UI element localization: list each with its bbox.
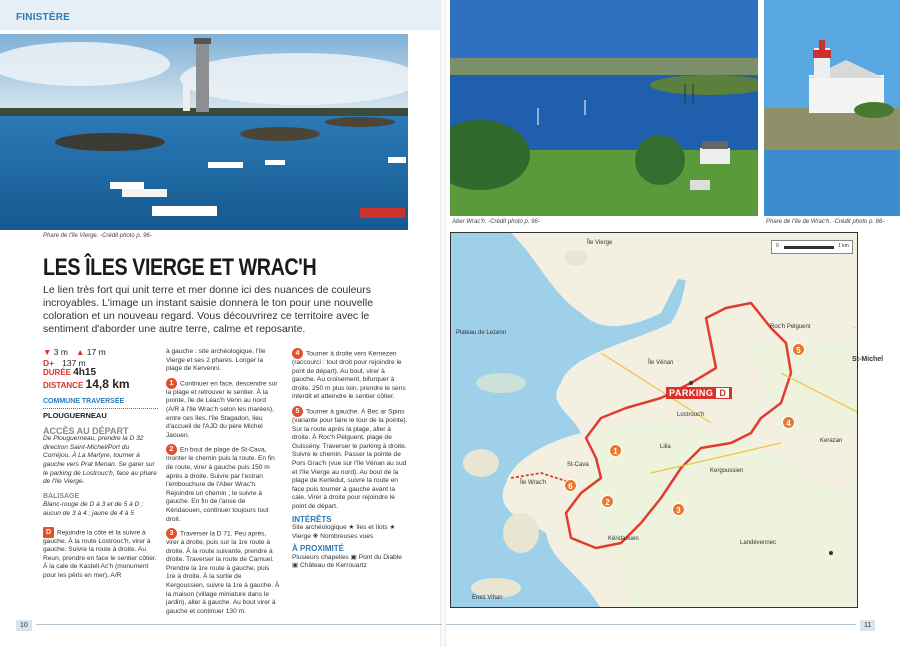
page-gutter — [440, 0, 446, 647]
dplus-label: D+ — [43, 357, 55, 368]
distance-label: DISTANCE — [43, 380, 84, 390]
map-label: Kéridaouen — [608, 536, 639, 542]
info-column — [43, 348, 158, 584]
photo-caption-phare: Phare de l'île de Wrac'h. -Crédit photo p. 86- — [766, 219, 885, 225]
step-4-text: Tourner à droite vers Kernezen (raccourci : tout droit pour rejoindre le pont de départ). Au bout, virer à gauche. Au croisement, bifurquer à droite. 250 m plus loin, prendre le sens interdit et atteindre le sentier côtier. — [292, 350, 406, 401]
steps-column-2 — [292, 348, 408, 571]
proximite-text: Plusieurs chapelles ▣ Pont du Diable ▣ Château de Kerrouartz — [292, 553, 402, 570]
duree-label: DURÉE — [43, 368, 72, 378]
step-d-text: Rejoindre la côte et la suivre à gauche. À la route Lostrouc'h, virer à gauche. Suivre la route à droite. Au Reun, prendre en face le sentier côtier. À la cale de Kastell Ac'h (monument pour les péris en mer), A/R — [43, 528, 157, 579]
map-step-4: 4 — [782, 416, 795, 429]
dplus-stat — [43, 359, 158, 368]
step-d-continued: à gauche : site archéologique, l'île Vierge et ses 2 phares. Longer la plage de Kervenni. — [166, 348, 266, 373]
step-1 — [166, 378, 280, 441]
commune-heading: COMMUNE TRAVERSÉE — [43, 398, 158, 409]
map-label: Landévennec — [740, 540, 777, 546]
map-label: Île Wrac'h — [520, 480, 547, 486]
altitude-high: 17 m — [86, 347, 106, 357]
step-3-badge: 3 — [166, 528, 177, 539]
intro-text: Le lien très fort qui unit terre et mer donne ici des nuances de couleurs incroyables. L'image un instant saisie donnera le ton pour une nouvelle coloration et un nouveau regard. Vous découvrirez ce territoire avec le sentiment d'aborder une autre terre, calme et reposante. — [43, 284, 374, 335]
acces-heading: ACCÈS AU DÉPART — [43, 425, 129, 436]
commune-value: PLOUGUERNEAU — [43, 410, 107, 420]
step-1-text: Continuer en face, descendre sur la plage et retrouver le sentier. À la pointe, île de Léac'h Venn au nord (A/R à l'île Wrac'h selon les marées), entre ces îles, l'île Stagadon, lieu d'accueil de l'AJD du père Michel Jaouen. — [166, 380, 278, 439]
altitude-stats — [43, 348, 158, 357]
map-scale: 0 1 km — [771, 240, 853, 254]
map-label: Lilia — [660, 444, 671, 450]
map-label: Roc'h Pelguent — [770, 324, 811, 330]
distance-stat — [43, 376, 158, 391]
footer-line — [446, 624, 856, 625]
region-label: FINISTÈRE — [16, 12, 71, 23]
map-label: Enez Vihan — [472, 595, 503, 601]
page-number-right: 11 — [860, 620, 875, 631]
map-label: St-Michel — [852, 356, 884, 363]
map-label: Lostrouc'h — [677, 412, 705, 418]
page-title: LES ÎLES VIERGE ET WRAC'H — [43, 254, 317, 281]
map-step-6: 6 — [564, 479, 577, 492]
step-d — [43, 527, 158, 581]
photo-caption-aber: Aber Wrac'h. -Crédit photo p. 96- — [452, 219, 540, 225]
photo-phare-wrach — [764, 0, 900, 216]
interets-heading: INTÉRÊTS — [292, 514, 332, 524]
photo-caption-left: Phare de l'île Vierge. -Crédit photo p. 96- — [43, 233, 152, 239]
footer-line — [36, 624, 442, 625]
proximite-heading: À PROXIMITÉ — [292, 544, 345, 554]
step-3-text: Traverser la D 71. Peu après, virer à droite, puis sur la 1re route à droite. À la route suivante, prendre à droite. Traverser la route de Carnuel. Prendre la 1re route à gauche, puis 1re à droite. À la sortie de Kergoussien, suivre la 1re à gauche. À la maison (village miniature dans le jardin), aller à gauche. Au bout virer à gauche et continuer 130 m. — [166, 530, 280, 615]
map-label: Kergoussien — [710, 468, 744, 474]
step-2-badge: 2 — [166, 444, 177, 455]
photo-ile-vierge — [0, 34, 408, 230]
photo-aber-wrach — [450, 0, 758, 216]
acces-text: De Plouguerneau, prendre la D 32 direction Saint-Michel/Port du Corréjou. À La Martyre, tourner à gauche vers Prat Menan. Se garer sur le parking de Lostrouc'h, face au phare de l'île Vierge. — [43, 435, 157, 486]
step-5-text: Tourner à gauche. À Bec ar Spins (variante pour faire le tour de la pointe). Sur la route après la plage, aller à droite. À Roc'h Pelguent, plage de Guissény. Traverser le parking à droite. Suivre le chemin. Passer la pointe de Pors Grac'h (vue sur l'île Vénan au sud et l'île Vierge au nord). Au bout de la plage de Kerlédut, suivre la route en face puis tourner à gauche avant la cale. Virer à droite pour rejoindre le point de départ. — [292, 408, 408, 510]
high-arrow-icon: ▲ — [75, 347, 85, 357]
altitude-low: 3 m — [53, 347, 68, 357]
map-step-3: 3 — [672, 503, 685, 516]
step-1-badge: 1 — [166, 378, 177, 389]
map-label: Île Vierge — [587, 240, 613, 246]
step-5 — [292, 406, 408, 512]
balisage-heading: BALISAGE — [43, 492, 80, 500]
map-step-2: 2 — [601, 495, 614, 508]
step-4 — [292, 348, 408, 402]
map-label: Île Vénan — [648, 360, 674, 366]
duree-value: 4h15 — [73, 367, 97, 379]
map-label: St-Cava — [567, 462, 589, 468]
step-4-badge: 4 — [292, 348, 303, 359]
distance-value: 14,8 km — [85, 376, 130, 391]
step-2 — [166, 444, 280, 524]
map-label: Kerazan — [820, 438, 843, 444]
interets-text: Site archéologique ★ îles et îlots ★ Vierge ❋ Nombreuses vues — [292, 524, 396, 540]
route-map — [450, 232, 858, 608]
page-number-left: 10 — [16, 620, 32, 631]
dplus-value: 137 m — [62, 357, 86, 368]
step-2-text: En bout de plage de St-Cava, monter le chemin puis la route. En fin de route, virer à gauche puis 150 m après à droite. Suivre par l'estran l'embouchure de l'Aber Wrac'h. Rejoindre un chemin ; le suivre à gauche. En fin de l'anse de Kéridaouen, continuer toujours tout droit. — [166, 446, 275, 523]
step-3 — [166, 528, 280, 616]
scale-label: 1 km — [838, 243, 849, 249]
low-arrow-icon: ▼ — [43, 347, 52, 357]
map-step-5: 5 — [792, 343, 805, 356]
parking-marker — [666, 387, 732, 399]
steps-column-1 — [166, 348, 280, 620]
page-header — [0, 0, 443, 30]
step-5-badge: 5 — [292, 406, 303, 417]
step-d-badge: D — [43, 527, 54, 538]
parking-label: PARKING — [669, 388, 714, 398]
map-label: Plateau de Lezenn — [456, 330, 507, 336]
balisage-text: Blanc-rouge de D à 3 et de 5 à D ; aucun de 3 à 4 ; jaune de 4 à 5 — [43, 501, 144, 517]
parking-d-label: D — [716, 388, 729, 398]
map-step-1: 1 — [609, 444, 622, 457]
